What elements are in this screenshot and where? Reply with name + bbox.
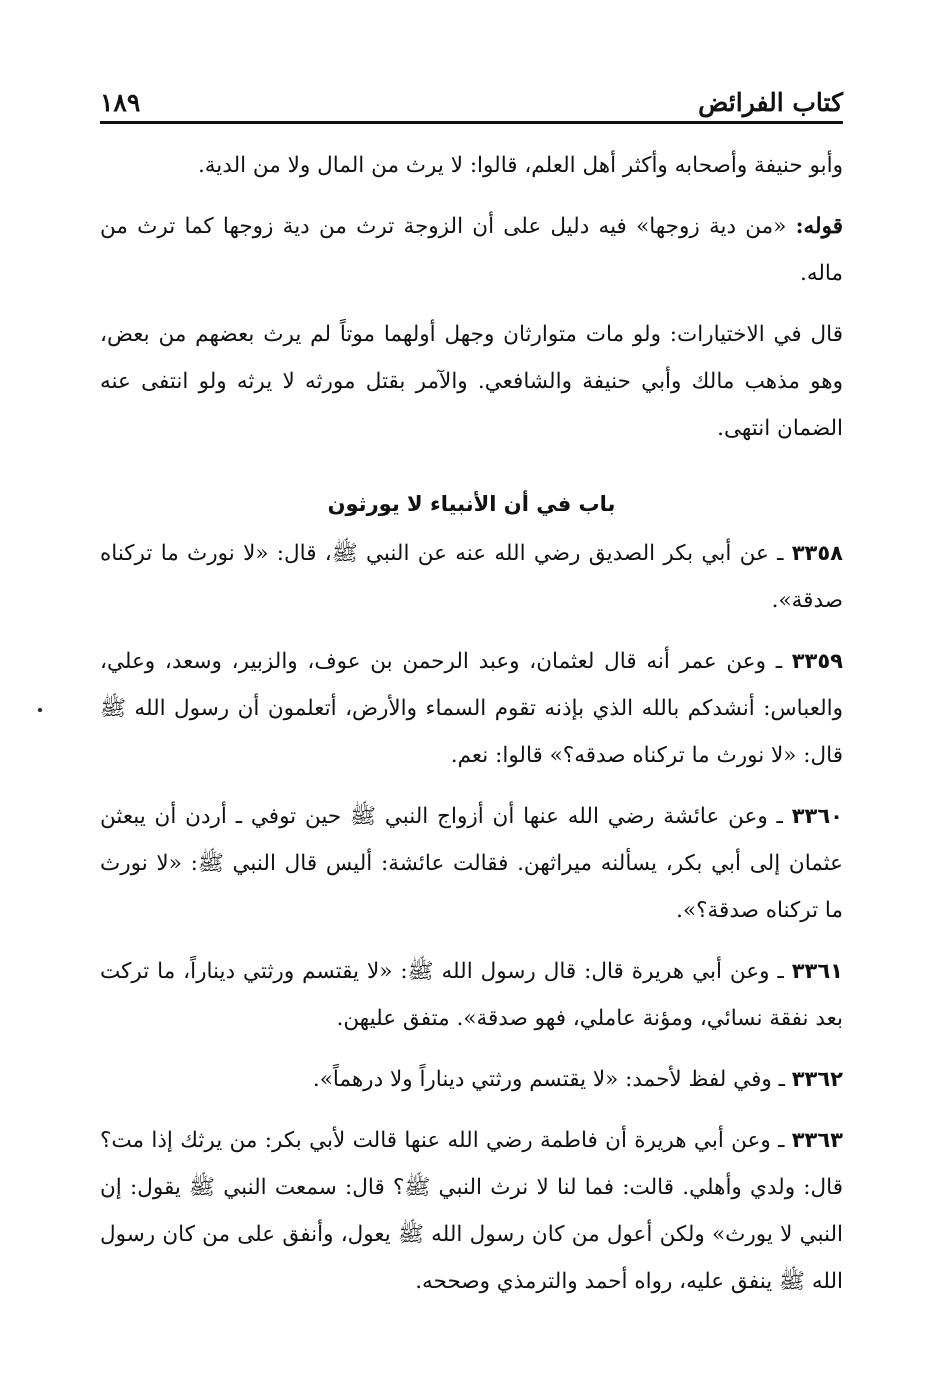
hadith-number: ٣٣٥٩ xyxy=(791,649,843,673)
hadith-text: ـ وعن عائشة رضي الله عنها أن أزواج النبي ﷺ حين توفي ـ أردن أن يبعثن عثمان إلى أبي بكر، يسألنه ميراثهن. فقالت عائشة: أليس قال النبي ﷺ: «لا نورث ما تركناه صدقة؟». xyxy=(100,804,843,923)
hadith-number: ٣٣٦٢ xyxy=(791,1067,843,1091)
hadith-3363 xyxy=(100,1117,843,1305)
page-header xyxy=(100,88,843,124)
hadith-text: ـ وعن عمر أنه قال لعثمان، وعبد الرحمن بن عوف، والزبير، وسعد، وعلي، والعباس: أنشدكم بالله الذي بإذنه تقوم السماء والأرض، أتعلمون أن رسول الله ﷺ قال: «لا نورث ما تركناه صدقه؟» قالوا: نعم. xyxy=(100,649,843,768)
hadith-3362 xyxy=(100,1056,843,1103)
hadith-number: ٣٣٥٨ xyxy=(791,541,843,565)
hadith-3360 xyxy=(100,793,843,934)
paragraph-3: قال في الاختيارات: ولو مات متوارثان وجهل أولهما موتاً لم يرث بعضهم من بعض، وهو مذهب مالك وأبي حنيفة والشافعي. والآمر بقتل مورثه لا يرثه ولو انتفى عنه الضمان انتهى. xyxy=(100,322,843,441)
paragraph-1: وأبو حنيفة وأصحابه وأكثر أهل العلم، قالوا: لا يرث من المال ولا من الدية. xyxy=(197,153,843,178)
hadith-number: ٣٣٦٣ xyxy=(791,1128,843,1152)
hadith-3358 xyxy=(100,530,843,624)
hadith-text: ـ وفي لفظ لأحمد: «لا يقتسم ورثتي ديناراً ولا درهماً». xyxy=(312,1067,792,1092)
paragraph-2-lead: قوله: xyxy=(795,214,843,239)
hadith-text: ـ عن أبي بكر الصديق رضي الله عنه عن النبي ﷺ، قال: «لا نورث ما تركناه صدقة». xyxy=(100,541,843,613)
paragraph-2 xyxy=(100,203,843,297)
page-number: ١٨٩ xyxy=(100,88,141,117)
hadith-number: ٣٣٦١ xyxy=(791,959,843,983)
paragraph-2-text: «من دية زوجها» فيه دليل على أن الزوجة ترث من دية زوجها كما ترث من ماله. xyxy=(100,214,843,286)
scan-speck xyxy=(38,708,42,712)
book-title: كتاب الفرائض xyxy=(698,88,843,117)
hadith-text: ـ وعن أبي هريرة أن فاطمة رضي الله عنها قالت لأبي بكر: من يرثك إذا مت؟ قال: ولدي وأهلي. قالت: فما لنا لا نرث النبي ﷺ؟ قال: سمعت النبي ﷺ يقول: إن النبي لا يورث» ولكن أعول من كان رسول الله ﷺ يعول، وأنفق على من كان رسول الله ﷺ ينفق عليه، رواه أحمد والترمذي وصححه. xyxy=(100,1128,843,1294)
hadith-3359 xyxy=(100,638,843,779)
hadith-text: ـ وعن أبي هريرة قال: قال رسول الله ﷺ: «لا يقتسم ورثتي ديناراً، ما تركت بعد نفقة نسائي، ومؤنة عاملي، فهو صدقة». متفق عليهن. xyxy=(100,959,843,1031)
hadith-3361 xyxy=(100,948,843,1042)
hadith-number: ٣٣٦٠ xyxy=(791,804,843,828)
chapter-heading: باب في أن الأنبياء لا يورثون xyxy=(327,492,616,516)
